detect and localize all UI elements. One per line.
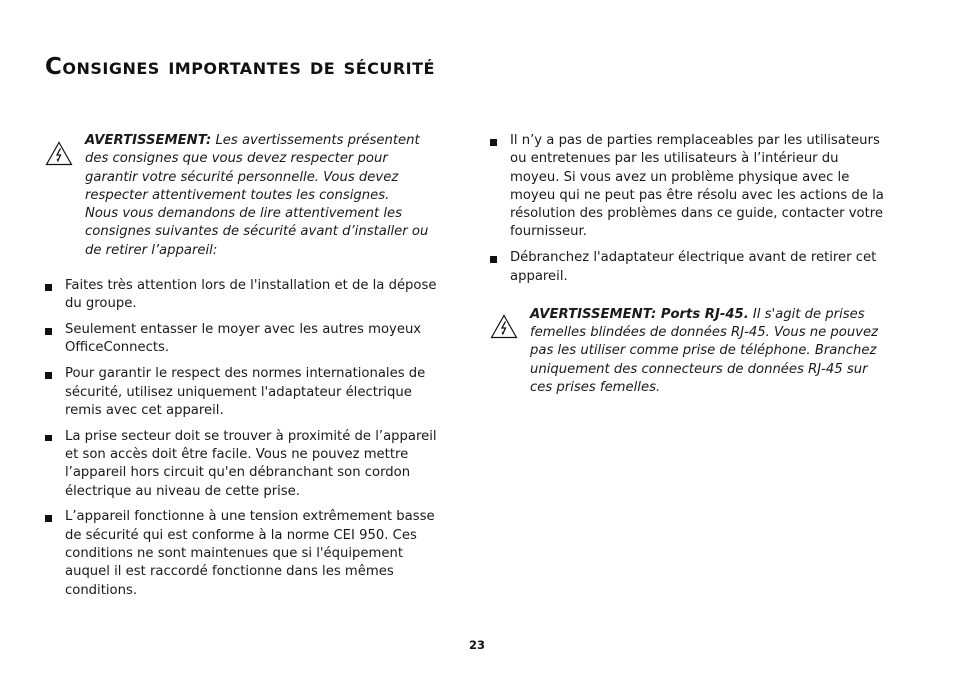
square-bullet-icon <box>45 328 52 335</box>
list-item: Pour garantir le respect des normes internationales de sécurité, utilisez uniquement l'adaptateur électrique remis avec cet appareil. <box>45 365 443 420</box>
warning-paragraph <box>530 306 888 397</box>
list-item: Il n’y a pas de parties remplaceables par les utilisateurs ou entretenues par les utilisateurs à l’intérieur du moyeu. Si vous avez un problème physique avec le moyeu qui ne peut pas être résolu avec les actions de la résolution des problèmes dans ce guide, contacter votre fournisseur. <box>490 132 888 242</box>
warning-instruction: Nous vous demandons de lire attentivement les consignes suivantes de sécurité avant d’installer ou de retirer l’appareil: <box>85 206 429 258</box>
warning-title: AVERTISSEMENT: Ports RJ-45. <box>530 306 749 322</box>
list-item: La prise secteur doit se trouver à proximité de l’appareil et son accès doit être facile. Vous ne pouvez mettre l’appareil hors circuit qu'en débranchant son cordon électrique au niveau de cette prise. <box>45 428 443 501</box>
warning-text: Les avertissements présentent des consignes que vous devez respecter pour garantir votre sécurité personnelle. Vous devez respecter attentivement toutes les consignes. <box>85 133 420 203</box>
square-bullet-icon <box>45 435 52 442</box>
square-bullet-icon <box>45 284 52 291</box>
list-item: L’appareil fonctionne à une tension extrêmement basse de sécurité qui est conforme à la norme CEI 950. Ces conditions ne sont maintenues que si l'équipement auquel il est raccordé fonctionne dans les mêmes conditions. <box>45 508 443 599</box>
right-column <box>490 132 888 397</box>
safety-bullet-list <box>490 132 888 286</box>
rj45-warning <box>490 306 888 397</box>
list-item: Faites très attention lors de l'installation et de la dépose du groupe. <box>45 277 443 314</box>
square-bullet-icon <box>45 372 52 379</box>
lightning-warning-icon <box>45 141 73 166</box>
safety-bullet-list <box>45 277 443 600</box>
warning-title: AVERTISSEMENT: <box>85 133 212 148</box>
page-title: Consignes importantes de sécurité <box>45 54 435 80</box>
list-item: Seulement entasser le moyer avec les autres moyeux OfficeConnects. <box>45 321 443 358</box>
warning-paragraph <box>85 132 443 205</box>
lightning-warning-icon <box>490 314 518 339</box>
left-column <box>45 132 443 607</box>
list-item: Débranchez l'adaptateur électrique avant de retirer cet appareil. <box>490 249 888 286</box>
square-bullet-icon <box>490 256 497 263</box>
square-bullet-icon <box>490 139 497 146</box>
page-number: 23 <box>468 638 485 652</box>
safety-warning <box>45 132 443 260</box>
square-bullet-icon <box>45 515 52 522</box>
warning-text: Il s'agit de prises femelles blindées de données RJ-45. Vous ne pouvez pas les utiliser comme prise de téléphone. Branchez uniquement des connecteurs de données RJ-45 sur ces prises femelles. <box>530 306 879 396</box>
